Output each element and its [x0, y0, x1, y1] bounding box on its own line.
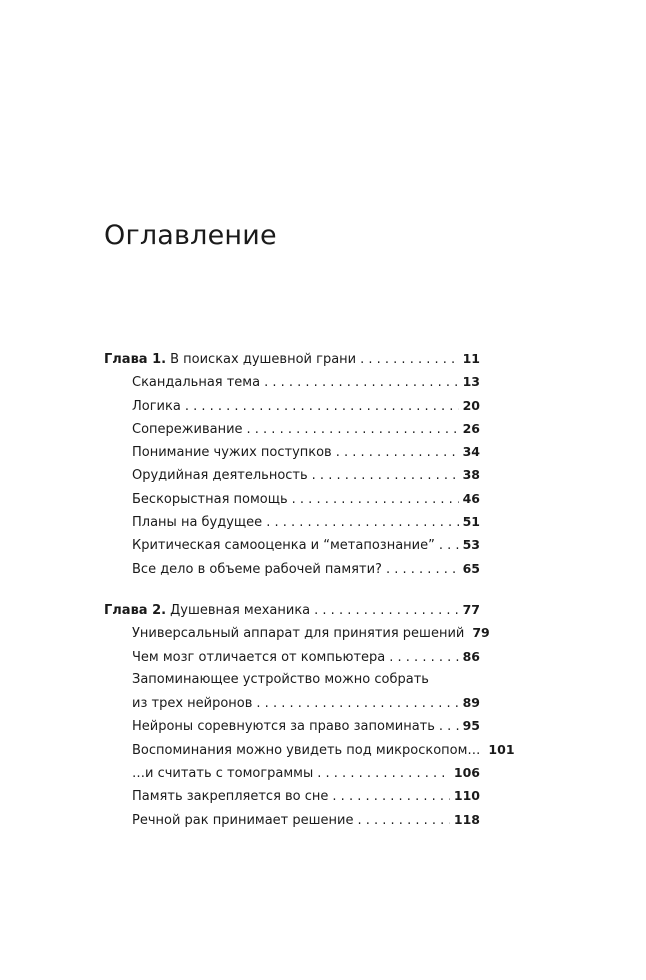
- toc-section[interactable]: [104, 691, 480, 714]
- toc-section[interactable]: [104, 621, 490, 644]
- section-title: Воспоминания можно увидеть под микроскопом…: [132, 742, 481, 758]
- toc-section-continued[interactable]: [104, 668, 480, 691]
- toc-section[interactable]: [104, 394, 480, 417]
- section-title: Память закрепляется во сне: [132, 789, 329, 805]
- dot-leader: [312, 464, 459, 487]
- section-title: Орудийная деятельность: [132, 468, 308, 484]
- section-title: Универсальный аппарат для принятия решений: [132, 626, 465, 642]
- section-title: …и считать с томограммы: [132, 766, 314, 782]
- page-number: 20: [462, 397, 480, 413]
- section-title: Чем мозг отличается от компьютера: [132, 649, 386, 665]
- toc-section[interactable]: [104, 645, 480, 668]
- toc-section[interactable]: [104, 510, 480, 533]
- section-title: Все дело в объеме рабочей памяти?: [132, 561, 382, 577]
- toc-chapter-2[interactable]: [104, 598, 480, 621]
- page-number: 65: [462, 560, 480, 576]
- toc-section[interactable]: [104, 738, 515, 761]
- page-number: 46: [462, 490, 480, 506]
- toc-section[interactable]: [104, 761, 480, 784]
- page-number: 95: [462, 718, 480, 734]
- chapter-spacer: [104, 580, 480, 598]
- dot-leader: [439, 715, 459, 738]
- section-title: Скандальная тема: [132, 375, 261, 391]
- page-number: 89: [462, 695, 480, 711]
- toc-section[interactable]: [104, 714, 480, 737]
- page-number: 77: [462, 601, 480, 617]
- page-number: 53: [462, 537, 480, 553]
- table-of-contents: [104, 347, 515, 831]
- dot-leader: [247, 418, 459, 441]
- page-number: 26: [462, 420, 480, 436]
- toc-section[interactable]: [104, 533, 480, 556]
- page-number: 106: [453, 765, 480, 781]
- section-title: Речной рак принимает решение: [132, 812, 354, 828]
- section-title: Критическая самооценка и “метапознание”: [132, 538, 435, 554]
- toc-section[interactable]: [104, 440, 480, 463]
- chapter-label: Глава 1.: [104, 352, 167, 367]
- toc-section[interactable]: [104, 417, 480, 440]
- section-title: Понимание чужих поступков: [132, 445, 332, 461]
- dot-leader: [389, 646, 458, 669]
- page-number: 11: [462, 351, 480, 366]
- dot-leader: [360, 348, 458, 371]
- page-number: 51: [462, 514, 480, 530]
- section-title: из трех нейронов: [132, 696, 253, 712]
- dot-leader: [266, 511, 458, 534]
- toc-section[interactable]: [104, 370, 480, 393]
- page-title: Оглавление: [104, 220, 277, 251]
- section-title: Логика: [132, 398, 181, 414]
- page-number: 101: [488, 741, 515, 757]
- dot-leader: [357, 809, 449, 832]
- page-number: 79: [472, 625, 490, 641]
- section-title: Запоминающее устройство можно собрать: [132, 671, 429, 687]
- chapter-label: Глава 2.: [104, 602, 167, 618]
- dot-leader: [185, 395, 459, 418]
- page-number: 34: [462, 444, 480, 460]
- dot-leader: [264, 371, 459, 394]
- toc-section[interactable]: [104, 808, 480, 831]
- page-number: 13: [462, 374, 480, 390]
- section-title: Нейроны соревнуются за право запоминать: [132, 719, 435, 735]
- toc-section[interactable]: [104, 463, 480, 486]
- chapter-title: В поисках душевной грани: [170, 352, 357, 367]
- section-title: Планы на будущее: [132, 515, 263, 531]
- dot-leader: [332, 785, 449, 808]
- chapter-title: Душевная механика: [170, 602, 311, 618]
- toc-section[interactable]: [104, 784, 480, 807]
- page-number: 86: [462, 648, 480, 664]
- toc-chapter-1[interactable]: [104, 347, 480, 370]
- section-title: Бескорыстная помощь: [132, 491, 288, 507]
- dot-leader: [336, 441, 459, 464]
- section-title: Сопереживание: [132, 421, 243, 437]
- dot-leader: [256, 692, 458, 715]
- dot-leader: [314, 599, 458, 622]
- toc-section[interactable]: [104, 557, 480, 580]
- page-number: 38: [462, 467, 480, 483]
- dot-leader: [292, 488, 459, 511]
- dot-leader: [439, 534, 459, 557]
- dot-leader: [317, 762, 450, 785]
- page-number: 118: [453, 811, 480, 827]
- dot-leader: [386, 558, 459, 581]
- page-number: 110: [453, 788, 480, 804]
- toc-section[interactable]: [104, 487, 480, 510]
